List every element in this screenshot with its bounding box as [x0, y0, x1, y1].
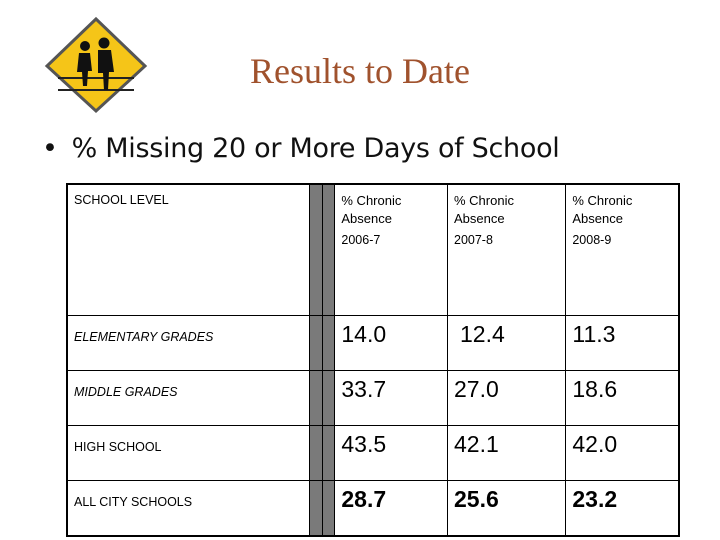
divider-bar	[310, 481, 323, 537]
bullet-dot: •	[42, 133, 58, 164]
row-label: HIGH SCHOOL	[67, 426, 310, 481]
header-col-2008	[566, 184, 679, 316]
table-row	[67, 371, 679, 426]
header-label: % Chronic Absence	[454, 193, 514, 226]
table-row	[67, 481, 679, 537]
divider-bar	[310, 184, 323, 316]
value-cell: 18.6	[566, 371, 679, 426]
value-cell: 23.2	[566, 481, 679, 537]
header-year: 2007-8	[454, 233, 493, 247]
table-header-row	[67, 184, 679, 316]
value-cell: 43.5	[335, 426, 448, 481]
value-cell: 25.6	[448, 481, 566, 537]
value-cell: 42.0	[566, 426, 679, 481]
header-col-2007	[448, 184, 566, 316]
divider-bar	[322, 184, 335, 316]
header-year: 2008-9	[572, 233, 612, 247]
divider-bar	[322, 316, 335, 371]
row-label: ELEMENTARY GRADES	[67, 316, 310, 371]
header-col-2006	[335, 184, 448, 316]
chronic-absence-table	[66, 183, 680, 537]
header-school-level: SCHOOL LEVEL	[67, 184, 310, 316]
divider-bar	[322, 481, 335, 537]
value-cell: 11.3	[566, 316, 679, 371]
value-cell: 33.7	[335, 371, 448, 426]
bullet-item	[42, 133, 560, 164]
divider-bar	[322, 426, 335, 481]
divider-bar	[310, 426, 323, 481]
divider-bar	[310, 316, 323, 371]
value-cell: 42.1	[448, 426, 566, 481]
table-row	[67, 316, 679, 371]
value-cell: 28.7	[335, 481, 448, 537]
value-cell: 12.4	[448, 316, 566, 371]
header-year: 2006-7	[341, 233, 381, 247]
divider-bar	[322, 371, 335, 426]
value-cell: 27.0	[448, 371, 566, 426]
value-cell: 14.0	[335, 316, 448, 371]
table-row	[67, 426, 679, 481]
slide-title: Results to Date	[250, 51, 470, 91]
row-label: ALL CITY SCHOOLS	[67, 481, 310, 537]
bullet-text: % Missing 20 or More Days of School	[71, 133, 560, 164]
header-label: % Chronic Absence	[341, 193, 402, 226]
row-label: MIDDLE GRADES	[67, 371, 310, 426]
divider-bar	[310, 371, 323, 426]
header-label: % Chronic Absence	[572, 193, 633, 226]
